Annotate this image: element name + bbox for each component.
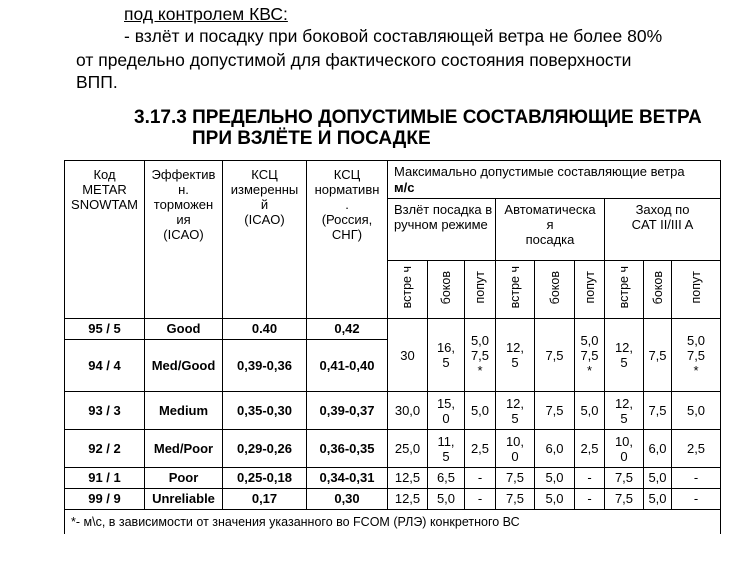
value-cell: 7,5 <box>605 489 644 510</box>
row-ksc: 0,29-0,26 <box>223 430 307 468</box>
row-code: 95 / 5 <box>65 319 145 340</box>
value-cell: 5,0 <box>672 392 721 430</box>
header-max-wind-units: м/с <box>394 180 415 195</box>
value-cell: 10, 0 <box>496 430 535 468</box>
row-code: 92 / 2 <box>65 430 145 468</box>
value-cell: 5,0 <box>535 468 575 489</box>
merged-headwind-auto: 12, 5 <box>496 319 535 392</box>
row-norm: 0,42 <box>307 319 388 340</box>
value-cell: 5,0 <box>644 468 672 489</box>
merged-crosswind-cat: 7,5 <box>644 319 672 392</box>
sub-tailwind-cat: попут <box>672 261 721 319</box>
value-cell: 30,0 <box>388 392 428 430</box>
row-braking: Poor <box>145 468 223 489</box>
value-cell: 7,5 <box>496 489 535 510</box>
group-cat: Заход по CAT II/III A <box>605 199 721 261</box>
value-cell: 10, 0 <box>605 430 644 468</box>
header-ksc-measured: КСЦ измеренны й (ICAO) <box>223 161 307 319</box>
sub-headwind-cat: встре ч <box>605 261 644 319</box>
row-norm: 0,36-0,35 <box>307 430 388 468</box>
header-max-wind <box>388 161 721 199</box>
sub-headwind-auto: встре ч <box>496 261 535 319</box>
value-cell: - <box>465 468 496 489</box>
merged-crosswind-auto: 7,5 <box>535 319 575 392</box>
value-cell: 5,0 <box>644 489 672 510</box>
row-code: 91 / 1 <box>65 468 145 489</box>
value-cell: 7,5 <box>644 392 672 430</box>
row-braking: Good <box>145 319 223 340</box>
footnote: *- м\с, в зависимости от значения указанного во FCOM (РЛЭ) конкретного ВС <box>65 510 721 534</box>
intro-line-3: от предельно допустимой для фактического состояния поверхности <box>76 50 632 70</box>
value-cell: 7,5 <box>605 468 644 489</box>
row-braking: Med/Poor <box>145 430 223 468</box>
merged-headwind-manual: 30 <box>388 319 428 392</box>
value-cell: 6,5 <box>428 468 465 489</box>
value-cell: 5,0 <box>465 392 496 430</box>
row-norm: 0,30 <box>307 489 388 510</box>
value-cell: 12, 5 <box>605 392 644 430</box>
value-cell: 15, 0 <box>428 392 465 430</box>
header-code: Код METAR SNOWTAM <box>65 161 145 319</box>
sub-headwind-manual: встре ч <box>388 261 428 319</box>
row-ksc: 0,39-0,36 <box>223 340 307 392</box>
sub-crosswind-auto: боков <box>535 261 575 319</box>
value-cell: 2,5 <box>575 430 605 468</box>
sub-tailwind-auto: попут <box>575 261 605 319</box>
sub-crosswind-cat: боков <box>644 261 672 319</box>
row-code: 94 / 4 <box>65 340 145 392</box>
merged-headwind-cat: 12, 5 <box>605 319 644 392</box>
row-ksc: 0,35-0,30 <box>223 392 307 430</box>
value-cell: - <box>672 489 721 510</box>
group-auto: Автоматическа я посадка <box>496 199 605 261</box>
value-cell: 7,5 <box>496 468 535 489</box>
row-ksc: 0,17 <box>223 489 307 510</box>
merged-tailwind-manual: 5,0 7,5 * <box>465 319 496 392</box>
value-cell: 12,5 <box>388 489 428 510</box>
sub-tailwind-manual: попут <box>465 261 496 319</box>
row-norm: 0,41-0,40 <box>307 340 388 392</box>
row-norm: 0,39-0,37 <box>307 392 388 430</box>
value-cell: - <box>575 468 605 489</box>
sub-crosswind-manual: боков <box>428 261 465 319</box>
section-title-line-2: ПРИ ВЗЛЁТЕ И ПОСАДКЕ <box>192 128 431 149</box>
value-cell: 11, 5 <box>428 430 465 468</box>
value-cell: 5,0 <box>535 489 575 510</box>
header-braking: Эффектив н. торможен ия (ICAO) <box>145 161 223 319</box>
value-cell: 12,5 <box>388 468 428 489</box>
row-braking: Med/Good <box>145 340 223 392</box>
merged-tailwind-auto: 5,0 7,5 * <box>575 319 605 392</box>
row-norm: 0,34-0,31 <box>307 468 388 489</box>
value-cell: 2,5 <box>672 430 721 468</box>
header-ksc-normative: КСЦ нормативн . (Россия, СНГ) <box>307 161 388 319</box>
intro-line-1: под контролем КВС: <box>124 4 288 24</box>
group-manual: Взлёт посадка в ручном режиме <box>388 199 496 261</box>
value-cell: 6,0 <box>535 430 575 468</box>
value-cell: 25,0 <box>388 430 428 468</box>
value-cell: 5,0 <box>575 392 605 430</box>
row-ksc: 0,25-0,18 <box>223 468 307 489</box>
section-title-line-1: 3.17.3 ПРЕДЕЛЬНО ДОПУСТИМЫЕ СОСТАВЛЯЮЩИЕ ВЕТРА <box>134 107 702 128</box>
wind-limits-table <box>64 160 721 534</box>
merged-tailwind-cat: 5,0 7,5 * <box>672 319 721 392</box>
intro-line-2: - взлёт и посадку при боковой составляющей ветра не более 80% <box>124 26 663 46</box>
value-cell: 5,0 <box>428 489 465 510</box>
value-cell: 7,5 <box>535 392 575 430</box>
merged-crosswind-manual: 16, 5 <box>428 319 465 392</box>
header-max-wind-label: Максимально допустимые составляющие ветра <box>394 164 685 179</box>
value-cell: - <box>672 468 721 489</box>
value-cell: - <box>575 489 605 510</box>
row-braking: Unreliable <box>145 489 223 510</box>
row-code: 99 / 9 <box>65 489 145 510</box>
intro-line-4: ВПП. <box>76 72 118 92</box>
value-cell: 2,5 <box>465 430 496 468</box>
row-code: 93 / 3 <box>65 392 145 430</box>
row-braking: Medium <box>145 392 223 430</box>
row-ksc: 0.40 <box>223 319 307 340</box>
value-cell: 12, 5 <box>496 392 535 430</box>
value-cell: - <box>465 489 496 510</box>
value-cell: 6,0 <box>644 430 672 468</box>
